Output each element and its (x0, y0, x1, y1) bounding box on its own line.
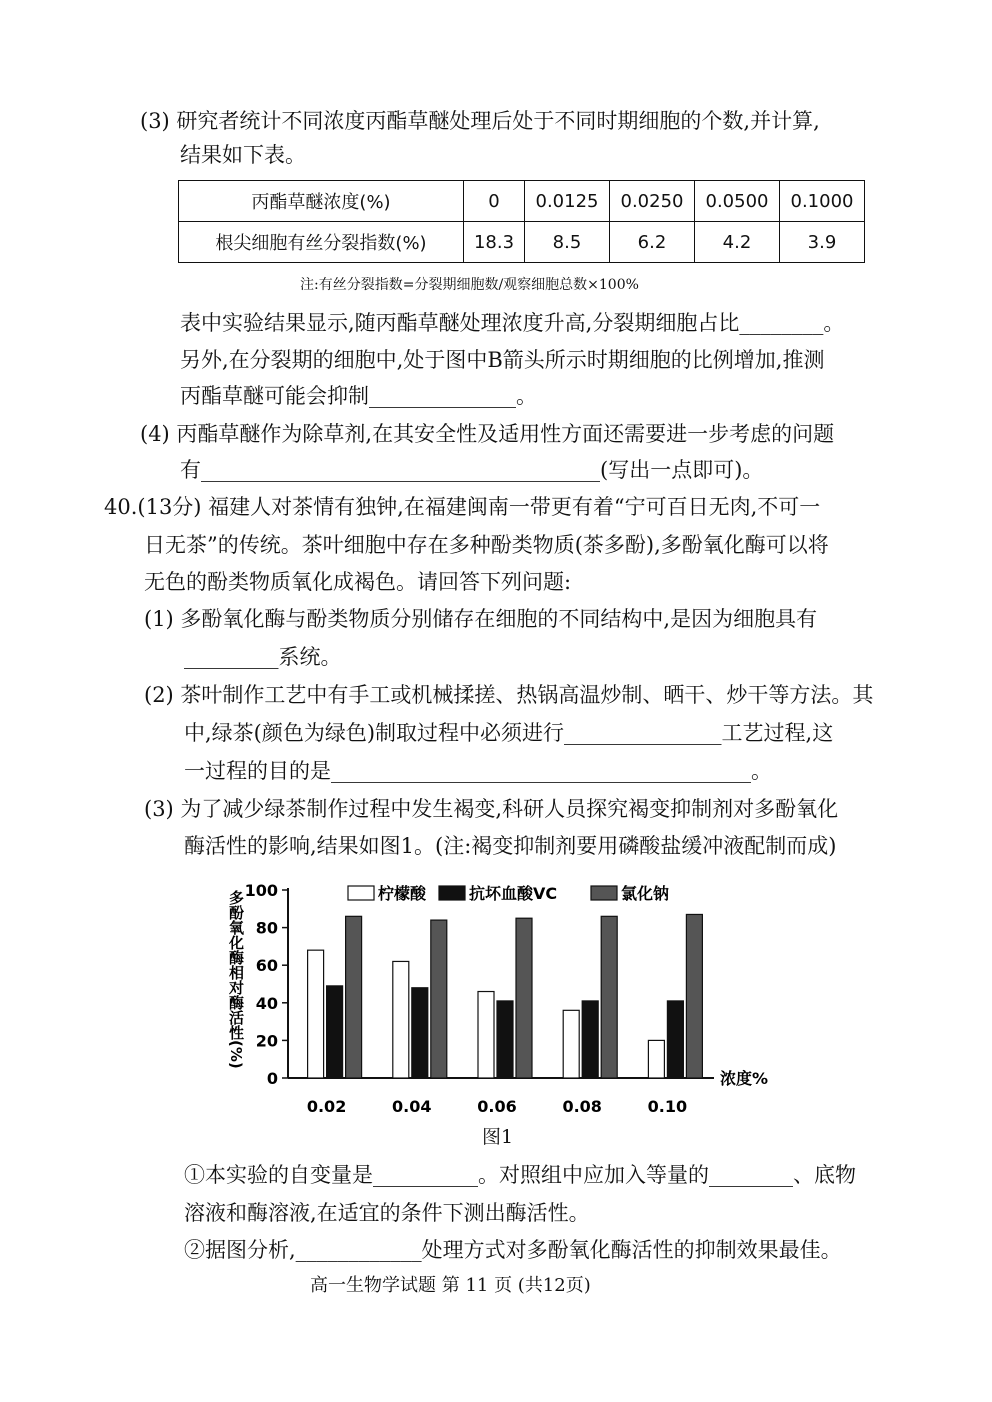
legend-swatch-sodium-chloride (591, 886, 617, 900)
x-tick-label: 0.06 (477, 1097, 517, 1116)
q40-3-line1: (3) 为了减少绿茶制作过程中发生褐变,科研人员探究褐变抑制剂对多酚氧化 (144, 797, 839, 821)
bar-sodium-chloride (686, 914, 702, 1078)
y-tick-label: 60 (255, 956, 278, 976)
q40-line1: 40.(13分) 福建人对茶情有独钟,在福建闽南一带更有着“宁可百日无肉,不可一 (104, 495, 821, 519)
bar-ascorbic-acid (497, 1001, 513, 1078)
table-cell: 3.9 (780, 222, 865, 263)
legend-label-ascorbic-acid: 抗坏血酸VC (469, 884, 558, 903)
q40-3-item1-line2: 溶液和酶溶液,在适宜的条件下测出酶活性。 (184, 1201, 590, 1225)
y-tick-label: 0 (266, 1069, 278, 1088)
bar-citric-acid (563, 1010, 579, 1078)
legend-label-sodium-chloride: 氯化钠 (621, 884, 670, 903)
y-tick-label: 40 (255, 993, 278, 1013)
bar-sodium-chloride (346, 916, 362, 1078)
bar-citric-acid (478, 992, 494, 1078)
bar-sodium-chloride (431, 920, 447, 1078)
result-table (178, 180, 865, 263)
q40-3-item2: ②据图分析,____________处理方式对多酚氧化酶活性的抑制效果最佳。 (184, 1238, 842, 1262)
q39-4-line2: 有______________________________________(写出一点即可)。 (180, 458, 764, 482)
q40-3-line2: 酶活性的影响,结果如图1。(注:褐变抑制剂要用磷酸盐缓冲液配制而成) (184, 834, 837, 858)
table-cell: 0.0125 (525, 181, 610, 222)
q40-2-line3: 一过程的目的是________________________________________。 (184, 759, 772, 783)
bar-ascorbic-acid (327, 986, 343, 1078)
x-tick-label: 0.10 (647, 1097, 688, 1116)
table-row-label: 根尖细胞有丝分裂指数(%) (179, 222, 464, 263)
bar-citric-acid (648, 1040, 664, 1078)
q39-3-para3: 丙酯草醚可能会抑制______________。 (180, 384, 537, 408)
page-footer: 高一生物学试题 第 11 页 (共12页) (310, 1275, 591, 1296)
table-row-label: 丙酯草醚浓度(%) (179, 181, 464, 222)
q39-3-line2: 结果如下表。 (180, 143, 306, 167)
q40-line3: 无色的酚类物质氧化成褐色。请回答下列问题: (144, 570, 572, 594)
q39-3-para1: 表中实验结果显示,随丙酯草醚处理浓度升高,分裂期细胞占比________。 (180, 311, 845, 335)
q40-line2: 日无茶”的传统。茶叶细胞中存在多种酚类物质(茶多酚),多酚氧化酶可以将 (144, 533, 829, 557)
q39-3-para2: 另外,在分裂期的细胞中,处于图中B箭头所示时期细胞的比例增加,推测 (180, 348, 825, 372)
table-cell: 4.2 (695, 222, 780, 263)
legend-label-citric-acid: 柠檬酸 (378, 884, 427, 903)
q39-3-line1: (3) 研究者统计不同浓度丙酯草醚处理后处于不同时期细胞的个数,并计算, (140, 109, 820, 133)
q40-2-line2: 中,绿茶(颜色为绿色)制取过程中必须进行_______________工艺过程,这 (184, 721, 834, 745)
figure-caption: 图1 (482, 1126, 514, 1148)
bar-sodium-chloride (601, 916, 617, 1078)
q40-1-line1: (1) 多酚氧化酶与酚类物质分别储存在细胞的不同结构中,是因为细胞具有 (144, 607, 818, 631)
bar-ascorbic-acid (582, 1001, 598, 1078)
q40-3-item1-line1: ①本实验的自变量是__________。对照组中应加入等量的________、底物 (184, 1163, 856, 1187)
table-note: 注:有丝分裂指数=分裂期细胞数/观察细胞总数×100% (300, 277, 639, 293)
legend-swatch-citric-acid (348, 886, 374, 900)
bar-citric-acid (393, 961, 409, 1078)
table-cell: 0 (464, 181, 525, 222)
enzyme-activity-chart (222, 868, 782, 1118)
x-axis-label: 浓度% (720, 1069, 769, 1088)
table-cell: 18.3 (464, 222, 525, 263)
x-tick-label: 0.08 (562, 1097, 602, 1116)
legend-swatch-ascorbic-acid (439, 886, 465, 900)
table-cell: 0.0500 (695, 181, 780, 222)
y-axis-label: 多酚氧化酶相对酶活性(%) (227, 890, 245, 1069)
x-tick-label: 0.04 (392, 1097, 432, 1116)
table-cell: 0.0250 (610, 181, 695, 222)
bar-ascorbic-acid (412, 988, 428, 1078)
table-row (179, 181, 865, 222)
bar-sodium-chloride (516, 918, 532, 1078)
table-cell: 0.1000 (780, 181, 865, 222)
q40-2-line1: (2) 茶叶制作工艺中有手工或机械揉搓、热锅高温炒制、晒干、炒干等方法。其 (144, 683, 874, 707)
table-cell: 8.5 (525, 222, 610, 263)
bar-citric-acid (308, 950, 324, 1078)
table-cell: 6.2 (610, 222, 695, 263)
y-tick-label: 80 (255, 918, 278, 938)
y-tick-label: 100 (244, 881, 278, 900)
y-tick-label: 20 (255, 1031, 278, 1051)
table-row (179, 222, 865, 263)
q39-4-line1: (4) 丙酯草醚作为除草剂,在其安全性及适用性方面还需要进一步考虑的问题 (140, 422, 835, 446)
bar-ascorbic-acid (667, 1001, 683, 1078)
q40-1-line2: _________系统。 (184, 645, 342, 669)
x-tick-label: 0.02 (306, 1097, 347, 1116)
